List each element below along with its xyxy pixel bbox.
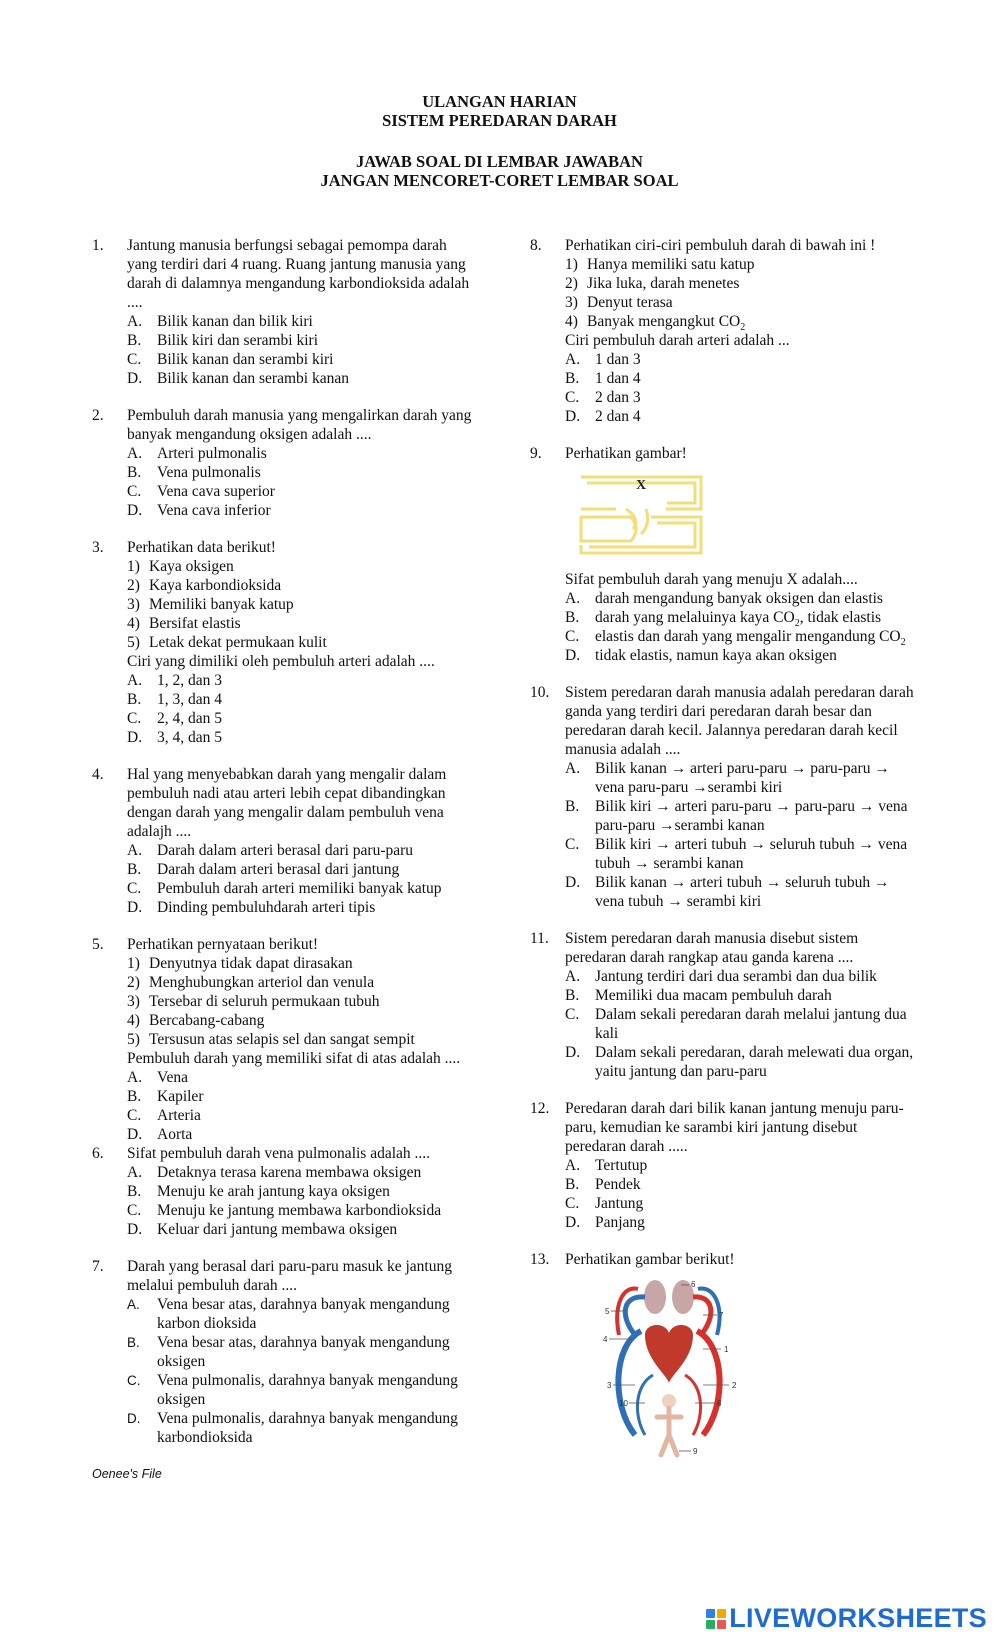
question-number: 1. (92, 237, 104, 254)
footer-credit: Oenee's File (92, 1467, 162, 1481)
option-c: C. 2 dan 3 (565, 389, 641, 406)
question-number: 7. (92, 1258, 104, 1275)
option-b: B. Darah dalam arteri berasal dari jantung (127, 861, 400, 878)
option-b: B. Bilik kiri → arteri paru-paru → paru-paru → vena paru-paru →serambi kanan (565, 798, 908, 834)
option-c: C. Vena cava superior (127, 483, 275, 500)
option-d: D. Bilik kanan → arteri tubuh → seluruh tubuh → vena tubuh → serambi kiri (565, 874, 890, 910)
label-7: 7 (719, 1311, 724, 1320)
right-column (530, 236, 920, 1465)
question-text: Jantung manusia berfungsi sebagai pemompa darah yang terdiri dari 4 ruang. Ruang jantung manusia yang darah di dalamnya mengandung karbondioksida adalah .... (127, 237, 470, 311)
question-4 (92, 765, 477, 917)
option-d: D. Vena cava inferior (127, 502, 271, 519)
worksheet-header (0, 92, 999, 190)
question-text: Perhatikan gambar! (565, 445, 687, 462)
label-4: 4 (603, 1335, 608, 1344)
option-b: B. Memiliki dua macam pembuluh darah (565, 987, 832, 1004)
question-prompt: Ciri yang dimiliki oleh pembuluh arteri adalah .... (127, 653, 435, 670)
question-number: 9. (530, 445, 542, 462)
question-prompt: Pembuluh darah yang memiliki sifat di atas adalah .... (127, 1050, 461, 1067)
statement-5: 5) Letak dekat permukaan kulit (127, 634, 327, 651)
question-text: Sistem peredaran darah manusia disebut sistem peredaran darah rangkap atau ganda karena .... (565, 930, 859, 966)
option-d: D. Aorta (127, 1126, 193, 1143)
statement-4: 4) Bercabang-cabang (127, 1012, 265, 1029)
question-number: 6. (92, 1145, 104, 1162)
statement-1: 1) Hanya memiliki satu katup (565, 256, 755, 273)
option-a: A. Vena besar atas, darahnya banyak mengandung karbon dioksida (127, 1296, 450, 1332)
statement-3: 3) Memiliki banyak katup (127, 596, 294, 613)
question-number: 10. (530, 684, 550, 701)
option-b: B. 1 dan 4 (565, 370, 641, 387)
header-instruction-2: JANGAN MENCORET-CORET LEMBAR SOAL (320, 171, 679, 190)
option-a: A. Bilik kanan → arteri paru-paru → paru-paru → vena paru-paru →serambi kiri (565, 760, 890, 796)
question-number: 2. (92, 407, 104, 424)
question-text: Perhatikan pernyataan berikut! (127, 936, 319, 953)
option-c: C. Bilik kanan dan serambi kiri (127, 351, 334, 368)
question-10 (530, 683, 920, 911)
question-number: 3. (92, 539, 104, 556)
statement-2: 2) Kaya karbondioksida (127, 577, 282, 594)
option-b: B. Vena pulmonalis (127, 464, 261, 481)
question-text: Darah yang berasal dari paru-paru masuk ke jantung melalui pembuluh darah .... (127, 1258, 452, 1294)
label-3: 3 (607, 1381, 612, 1390)
option-d: D. 2 dan 4 (565, 408, 641, 425)
question-5 (92, 935, 477, 1144)
question-number: 12. (530, 1100, 550, 1117)
option-b: B. 1, 3, dan 4 (127, 691, 223, 708)
statement-2: 2) Jika luka, darah menetes (565, 275, 740, 292)
question-number: 8. (530, 237, 542, 254)
statement-4: 4) Banyak mengangkut $CO_2$ (565, 313, 746, 334)
label-10: 10 (619, 1399, 628, 1408)
question-9 (530, 444, 920, 665)
question-text: Pembuluh darah manusia yang mengalirkan darah yang banyak mengandung oksigen adalah .... (127, 407, 472, 443)
circulatory-system-figure (583, 1275, 753, 1460)
option-a: A. 1, 2, dan 3 (127, 672, 223, 689)
option-c: C. Bilik kiri → arteri tubuh → seluruh tubuh → vena tubuh → serambi kanan (565, 836, 908, 872)
statement-5: 5) Tersusun atas selapis sel dan sangat sempit (127, 1031, 415, 1048)
question-1 (92, 236, 477, 388)
option-d: D. Keluar dari jantung membawa oksigen (127, 1221, 398, 1238)
question-prompt: Sifat pembuluh darah yang menuju X adalah.... (565, 571, 858, 588)
option-a: A. Vena (127, 1069, 188, 1086)
question-11 (530, 929, 920, 1081)
question-text: Perhatikan data berikut! (127, 539, 276, 556)
option-b: B. Kapiler (127, 1088, 204, 1105)
option-c: C. Menuju ke jantung membawa karbondioksida (127, 1202, 442, 1219)
label-5: 5 (605, 1307, 610, 1316)
option-a: A. Arteri pulmonalis (127, 445, 267, 462)
question-number: 5. (92, 936, 104, 953)
left-column (92, 236, 477, 1465)
question-text: Sistem peredaran darah manusia adalah peredaran darah ganda yang terdiri dari peredaran darah besar dan peredaran darah kecil. Jalannya peredaran darah kecil manusia adalah .... (565, 684, 914, 758)
question-text: Peredaran darah dari bilik kanan jantung menuju paru-paru, kemudian ke sarambi kiri jantung disebut peredaran darah ..... (565, 1100, 904, 1155)
option-d: D. Dinding pembuluhdarah arteri tipis (127, 899, 376, 916)
statement-4: 4) Bersifat elastis (127, 615, 241, 632)
label-2: 2 (732, 1381, 737, 1390)
statement-2: 2) Menghubungkan arteriol dan venula (127, 974, 375, 991)
statement-3: 3) Tersebar di seluruh permukaan tubuh (127, 993, 380, 1010)
option-c: C. Arteria (127, 1107, 201, 1124)
option-b: B. Menuju ke arah jantung kaya oksigen (127, 1183, 390, 1200)
circulation-loop-figure (571, 469, 711, 559)
option-c: C. Pembuluh darah arteri memiliki banyak katup (127, 880, 442, 897)
question-prompt: Ciri pembuluh darah arteri adalah ... (565, 332, 790, 349)
option-a: A. Jantung terdiri dari dua serambi dan dua bilik (565, 968, 877, 985)
option-a: A. Tertutup (565, 1157, 648, 1174)
body-figure-icon (657, 1408, 681, 1455)
option-d: D. tidak elastis, namun kaya akan oksigen (565, 647, 837, 664)
option-b: B. darah yang melaluinya kaya $CO_2$, tidak elastis (565, 609, 882, 630)
option-a: A. Darah dalam arteri berasal dari paru-paru (127, 842, 414, 859)
option-c: C. Vena pulmonalis, darahnya banyak mengandung oksigen (127, 1372, 458, 1408)
option-c: C. Dalam sekali peredaran darah melalui jantung dua kali (565, 1006, 907, 1042)
option-d: D. Vena pulmonalis, darahnya banyak mengandung karbondioksida (127, 1410, 458, 1446)
statement-1: 1) Denyutnya tidak dapat dirasakan (127, 955, 353, 972)
question-7 (92, 1257, 477, 1447)
question-2 (92, 406, 477, 520)
liveworksheets-wordmark: LIVEWORKSHEETS (729, 1603, 987, 1633)
question-13 (530, 1250, 920, 1465)
question-8 (530, 236, 920, 426)
statement-3: 3) Denyut terasa (565, 294, 673, 311)
label-9: 9 (693, 1447, 698, 1456)
figure-label-x: X (635, 478, 647, 493)
statement-1: 1) Kaya oksigen (127, 558, 234, 575)
header-instruction-1: JAWAB SOAL DI LEMBAR JAWABAN (356, 152, 643, 171)
option-c: C. 2, 4, dan 5 (127, 710, 223, 727)
option-d: D. Dalam sekali peredaran, darah melewati dua organ, yaitu jantung dan paru-paru (565, 1044, 914, 1080)
header-title: ULANGAN HARIAN (422, 92, 577, 111)
option-a: A. darah mengandung banyak oksigen dan elastis (565, 590, 883, 607)
label-8: 8 (717, 1399, 722, 1408)
header-subtitle: SISTEM PEREDARAN DARAH (382, 111, 617, 130)
option-b: B. Pendek (565, 1176, 641, 1193)
question-text: Perhatikan gambar berikut! (565, 1251, 735, 1268)
liveworksheets-logo-icon (706, 1609, 726, 1629)
option-b: B. Bilik kiri dan serambi kiri (127, 332, 319, 349)
option-d: D. 3, 4, dan 5 (127, 729, 223, 746)
question-12 (530, 1099, 920, 1232)
lung-left-icon (644, 1280, 666, 1314)
question-number: 4. (92, 766, 104, 783)
option-a: A. Detaknya terasa karena membawa oksigen (127, 1164, 422, 1181)
liveworksheets-logo[interactable] (706, 1603, 987, 1634)
question-number: 11. (530, 930, 549, 947)
label-6: 6 (691, 1280, 696, 1289)
option-a: A. Bilik kanan dan bilik kiri (127, 313, 313, 330)
option-a: A. 1 dan 3 (565, 351, 641, 368)
option-c: C. Jantung (565, 1195, 644, 1212)
label-1: 1 (724, 1345, 729, 1354)
question-text: Hal yang menyebabkan darah yang mengalir dalam pembuluh nadi atau arteri lebih cepat dibandingkan dengan darah yang mengalir dalam pembuluh vena adalajh .... (127, 766, 447, 840)
option-c: C. elastis dan darah yang mengalir mengandung $CO_2$ (565, 628, 906, 649)
option-b: B. Vena besar atas, darahnya banyak mengandung oksigen (127, 1334, 450, 1370)
question-text: Sifat pembuluh darah vena pulmonalis adalah .... (127, 1145, 431, 1162)
question-3 (92, 538, 477, 747)
option-d: D. Bilik kanan dan serambi kanan (127, 370, 349, 387)
question-6 (92, 1144, 477, 1239)
option-d: D. Panjang (565, 1214, 645, 1231)
question-number: 13. (530, 1251, 550, 1268)
question-text: Perhatikan ciri-ciri pembuluh darah di bawah ini ! (565, 237, 876, 254)
